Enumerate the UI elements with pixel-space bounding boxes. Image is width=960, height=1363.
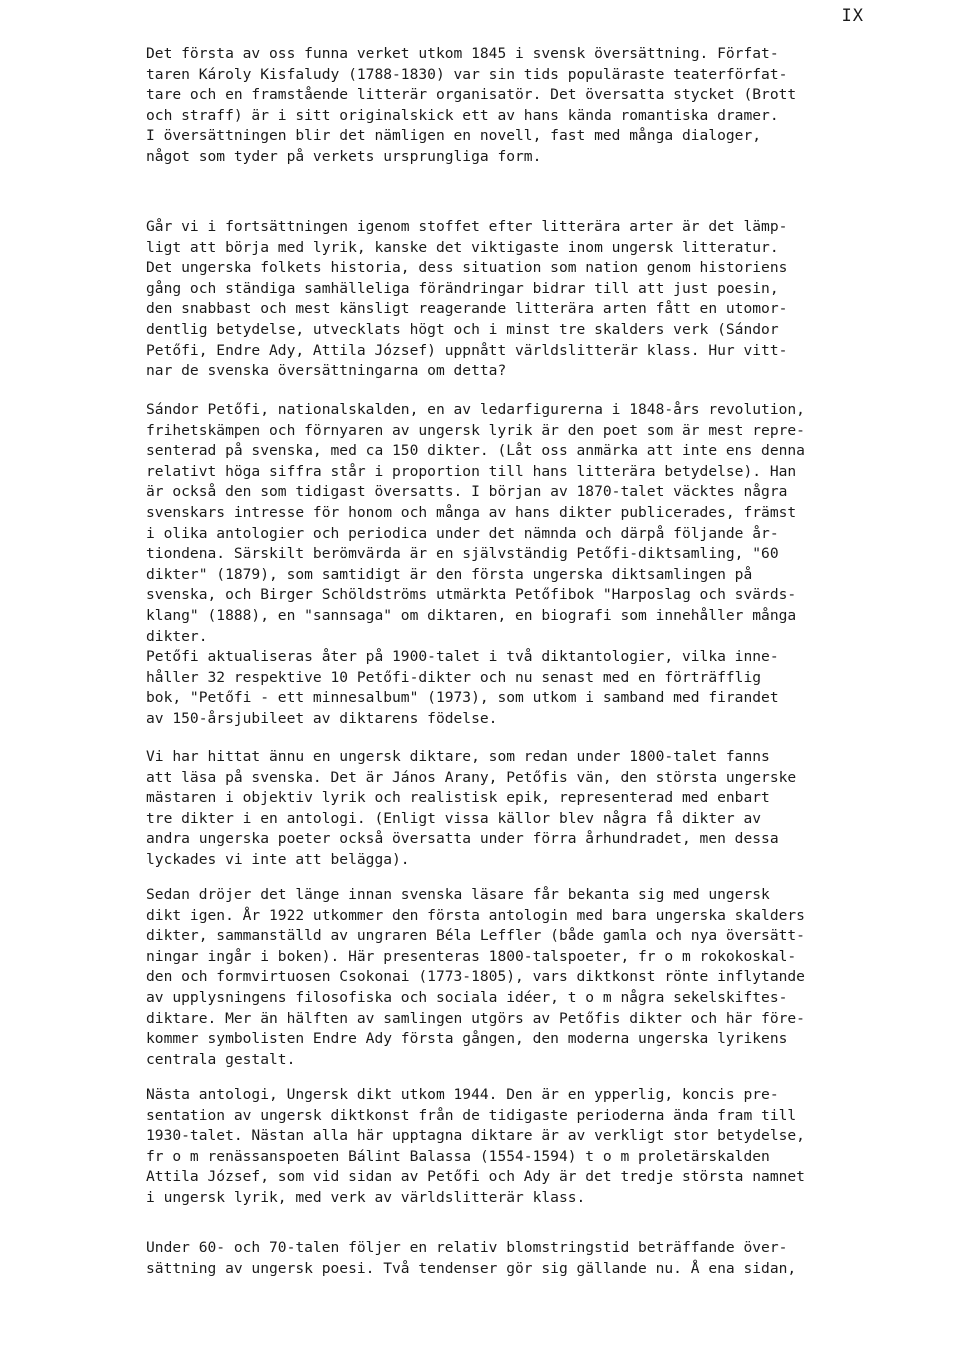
text-line: tre dikter i en antologi. (Enligt vissa källor blev några få dikter av xyxy=(146,809,762,827)
paragraph-lyrik xyxy=(146,217,906,382)
text-line: bok, "Petőfi - ett minnesalbum" (1973), som utkom i samband med firandet xyxy=(146,689,779,707)
text-line: den snabbast och mest känsligt reagerande litterära arten fått en utomor- xyxy=(146,300,788,318)
text-line: i olika antologier och periodica under det nämnda och därpå följande år- xyxy=(146,524,779,542)
text-line: håller 32 respektive 10 Petőfi-dikter och nu senast med en förträfflig xyxy=(146,668,762,686)
text-line: diktare. Mer än hälften av samlingen utgörs av Petőfis dikter och här före- xyxy=(146,1009,805,1027)
text-line: dikter. xyxy=(146,627,208,645)
text-line: dikter" (1879), som samtidigt är den första ungerska diktsamlingen på xyxy=(146,565,753,583)
text-line: av upplysningens filosofiska och sociala idéer, t o m några sekelskiftes- xyxy=(146,988,788,1006)
paragraph-petofi xyxy=(146,400,906,730)
text-line: ningar ingår i boken). Här presenteras 1800-talspoeter, fr o m rokokoskal- xyxy=(146,947,797,965)
text-line: relativt höga siffra står i proportion till hans litterära betydelse). Han xyxy=(146,462,797,480)
text-line: kommer symbolisten Endre Ady första gången, den moderna ungerska lyrikens xyxy=(146,1030,788,1048)
paragraph-ungersk-dikt-1944 xyxy=(146,1085,906,1209)
text-line: och straff) är i sitt originalskick ett av hans kända romantiska dramer. xyxy=(146,106,779,124)
paragraph-kisfaludy xyxy=(146,44,906,168)
text-line: tiondena. Särskilt berömvärda är en självständig Petőfi-diktsamling, "60 xyxy=(146,545,779,563)
text-line: Attila József, som vid sidan av Petőfi och Ady är det tredje största namnet xyxy=(146,1168,805,1186)
paragraph-60-70-talen xyxy=(146,1238,906,1279)
text-line: fr o m renässanspoeten Bálint Balassa (1554-1594) t o m proletärskalden xyxy=(146,1147,770,1165)
text-line: är också den som tidigast översatts. I början av 1870-talet väcktes några xyxy=(146,483,788,501)
text-line: sättning av ungersk poesi. Två tendenser gör sig gällande nu. Å ena sidan, xyxy=(146,1259,797,1277)
text-line: Det första av oss funna verket utkom 1845 i svensk översättning. Förfat- xyxy=(146,45,779,62)
text-line: Sedan dröjer det länge innan svenska läsare får bekanta sig med ungersk xyxy=(146,886,770,903)
text-line: Under 60- och 70-talen följer en relativ blomstringstid beträffande över- xyxy=(146,1239,788,1256)
text-line: 1930-talet. Nästan alla här upptagna diktare är av verkligt stor betydelse, xyxy=(146,1127,805,1145)
text-line: Petőfi, Endre Ady, Attila József) uppnått världslitterär klass. Hur vitt- xyxy=(146,341,788,359)
text-line: svenskars intresse för honom och många av hans dikter publicerades, främst xyxy=(146,503,797,521)
text-line: andra ungerska poeter också översatta under förra århundradet, men dessa xyxy=(146,830,779,848)
text-line: mästaren i objektiv lyrik och realistisk epik, representerad med enbart xyxy=(146,789,770,807)
text-line: nar de svenska översättningarna om detta? xyxy=(146,362,507,380)
text-line: I översättningen blir det nämligen en novell, fast med många dialoger, xyxy=(146,127,762,145)
text-line: dentlig betydelse, utvecklats högt och i minst tre skalders verk (Sándor xyxy=(146,320,779,338)
text-line: dikter, sammanställd av ungraren Béla Leffler (både gamla och nya översätt- xyxy=(146,927,805,945)
text-line: gång och ständiga samhälleliga förändringar bidrar till att just poesin, xyxy=(146,279,779,297)
text-line: att läsa på svenska. Det är János Arany, Petőfis vän, den största ungerske xyxy=(146,768,797,786)
text-line: tare och en framstående litterär organisatör. Det översatta stycket (Brott xyxy=(146,86,797,104)
text-line: senterad på svenska, med ca 150 dikter. (Låt oss anmärka att inte ens denna xyxy=(146,442,805,460)
text-line: i ungersk lyrik, med verk av världslitterär klass. xyxy=(146,1188,586,1206)
text-line: Sándor Petőfi, nationalskalden, en av ledarfigurerna i 1848-års revolution, xyxy=(146,401,805,418)
text-line: svenska, och Birger Schöldströms utmärkta Petőfibok "Harposlag och svärds- xyxy=(146,586,797,604)
text-line: Går vi i fortsättningen igenom stoffet efter litterära arter är det lämp- xyxy=(146,218,788,235)
text-line: Vi har hittat ännu en ungersk diktare, som redan under 1800-talet fanns xyxy=(146,748,770,765)
text-line: ligt att börja med lyrik, kanske det viktigaste inom ungersk litteratur. xyxy=(146,238,779,256)
text-line: dikt igen. År 1922 utkommer den första antologin med bara ungerska skalders xyxy=(146,906,805,924)
text-line: frihetskämpen och förnyaren av ungersk lyrik är den poet som är mest repre- xyxy=(146,421,805,439)
text-line: sentation av ungersk diktkonst från de tidigaste perioderna ända fram till xyxy=(146,1106,797,1124)
page-number: IX xyxy=(841,6,864,26)
text-line: den och formvirtuosen Csokonai (1773-1805), vars diktkonst rönte inflytande xyxy=(146,968,805,986)
text-line: Det ungerska folkets historia, dess situation som nation genom historiens xyxy=(146,259,788,277)
text-line: lyckades vi inte att belägga). xyxy=(146,850,410,868)
text-line: av 150-årsjubileet av diktarens födelse. xyxy=(146,709,498,727)
paragraph-arany xyxy=(146,747,906,871)
text-line: Petőfi aktualiseras åter på 1900-talet i två diktantologier, vilka inne- xyxy=(146,648,779,666)
text-line: Nästa antologi, Ungersk dikt utkom 1944. Den är en ypperlig, koncis pre- xyxy=(146,1086,779,1103)
text-line: taren Károly Kisfaludy (1788-1830) var sin tids populäraste teaterförfat- xyxy=(146,65,788,83)
paragraph-antologi-1922 xyxy=(146,885,906,1070)
text-line: klang" (1888), en "sannsaga" om diktaren, en biografi som innehåller många xyxy=(146,606,797,624)
text-line: något som tyder på verkets ursprungliga form. xyxy=(146,147,542,165)
text-line: centrala gestalt. xyxy=(146,1050,296,1068)
